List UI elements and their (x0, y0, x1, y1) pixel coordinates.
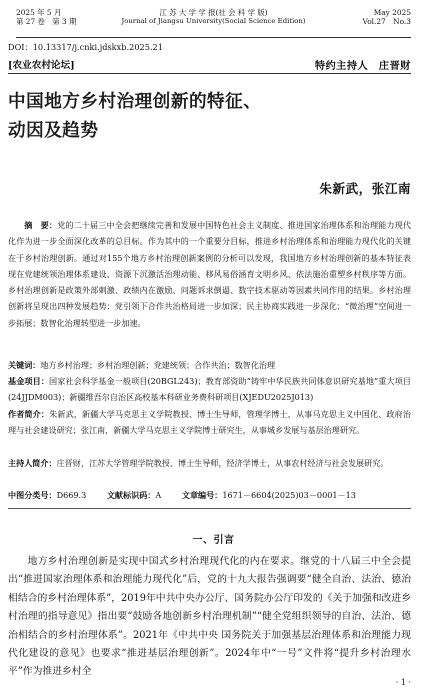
header-journal-name (16, 8, 411, 26)
clc-value: D669.3 (56, 490, 87, 500)
title-line-1: 中国地方乡村治理创新的特征、 (8, 91, 262, 112)
article-id-label: 文章编号： (181, 490, 223, 500)
front-matter-rule (8, 508, 411, 509)
author-names: 朱新武，张江南 (319, 181, 411, 196)
header-volume-cn: 第 27 卷 第 3 期 (16, 17, 77, 27)
doc-code-item (107, 490, 161, 500)
special-host: 特约主持人 庄晋财 (314, 60, 411, 72)
header-date-cn: 2025 年 5 月 (16, 8, 62, 17)
funding (8, 373, 411, 406)
keywords (8, 357, 411, 373)
abstract (8, 217, 411, 331)
article-title (8, 87, 411, 145)
doi[interactable]: DOI：10.13317/j.cnki.jdskxb.2025.21 (8, 42, 163, 52)
journal-name-en: Journal of Jiangsu University(Social Science Edition) (121, 17, 306, 26)
keywords-text: 地方乡村治理；乡村治理创新；党建统领；合作共治；数智化治理 (40, 360, 276, 370)
host-info (8, 455, 411, 471)
keywords-label: 关键词： (8, 360, 41, 370)
article-id-value: 1671－6604(2025)03－0001－13 (222, 490, 356, 500)
clc-label: 中图分类号： (8, 490, 57, 500)
funding-label: 基金项目： (8, 376, 50, 386)
host-info-text: 庄晋财，江苏大学管理学院教授、博士生导师，经济学博士，从事农村经济与社会发展研究。 (56, 458, 389, 468)
column-tag: [农业农村论坛] (8, 60, 75, 71)
doc-code-label: 文献标识码： (106, 490, 156, 500)
header-volume-en: Vol.27 No.3 (362, 17, 411, 27)
page-number: · 1 · (395, 678, 411, 687)
body-paragraph: 地方乡村治理创新是实现中国式乡村治理现代化的内在要求。继党的十八届三中全会提出“推进国家治理体系和治理能力现代化”后，党的十九大报告强调要“健全自治、法治、德治相结合的乡村治理体系”，2019年中共中央办公厅、国务院办公厅印发的《关于加强和改进乡村治理的指导意见》指出要“鼓励各地创新乡村治理机制”“健全党组织领导的自治、法治、德治相结合的乡村治理体系”。2021年《中共中央 国务院关于加强基层治理体系和治理能力现代化建设的意见》也要求“推进基层治理创新”。2024年中“一号”文件将“提升乡村治理水平”作为推进乡村全 (8, 556, 411, 678)
abstract-label: 摘 要： (24, 220, 58, 230)
author-info-text: 朱新武，新疆大学马克思主义学院教授、博士生导师，管理学博士，从事马克思主义中国化、政府治理与社会建设研究；张江南，新疆大学马克思主义学院博士研究生，从事城乡发展与基层治理研究。 (8, 409, 411, 436)
host-info-label: 主持人简介： (8, 458, 57, 468)
column-rule (8, 73, 411, 74)
journal-name-cn: 江 苏 大 学 学 报(社 会 科 学 版) (159, 8, 268, 17)
title-line-2: 动因及趋势 (8, 120, 99, 141)
doc-code-value: A (155, 490, 162, 500)
header-date-en: May 2025 (373, 8, 411, 17)
article-id-item (182, 490, 356, 500)
author-info-label: 作者简介： (8, 409, 50, 419)
funding-text: 国家社会科学基金一般项目(20BGL243)；教育部资助“铸牢中华民族共同体意识研究基地”重大项目(24JJDM003)；新疆维吾尔自治区高校基本科研业务费科研项目(XJEDU2025J013) (8, 376, 411, 403)
running-header (16, 6, 411, 36)
classification-line (8, 487, 411, 503)
author-info (8, 406, 411, 439)
clc-item (8, 490, 86, 500)
header-issue-en (363, 8, 411, 27)
section-heading: 一、引言 (192, 535, 235, 546)
header-rule (16, 37, 411, 38)
abstract-text: 党的二十届三中全会把继续完善和发展中国特色社会主义制度、推进国家治理体系和治理能力现代化作为进一步全面深化改革的总目标。作为其中的一个重要分目标，推进乡村治理体系和治理能力现代化的关键在于乡村治理创新。通过对155个地方乡村治理创新案例的分析可以发现，我国地方乡村治理创新的基本特征表现在党建统领治理体系建设、资源下沉激活治理动能、移风易俗涵育文明乡风、依法施治重塑乡村秩序等方面。乡村治理创新是政策外部刺激、政绩内在激励、问题诉求倒逼、数字技术驱动等因素共同作用的结果。乡村治理创新将呈现出四种发展趋势：党引领下合作共治格局进一步加深；民主协商实践进一步深化；“微治理”空间进一步拓展；数智化治理转型进一步加速。 (8, 220, 411, 328)
